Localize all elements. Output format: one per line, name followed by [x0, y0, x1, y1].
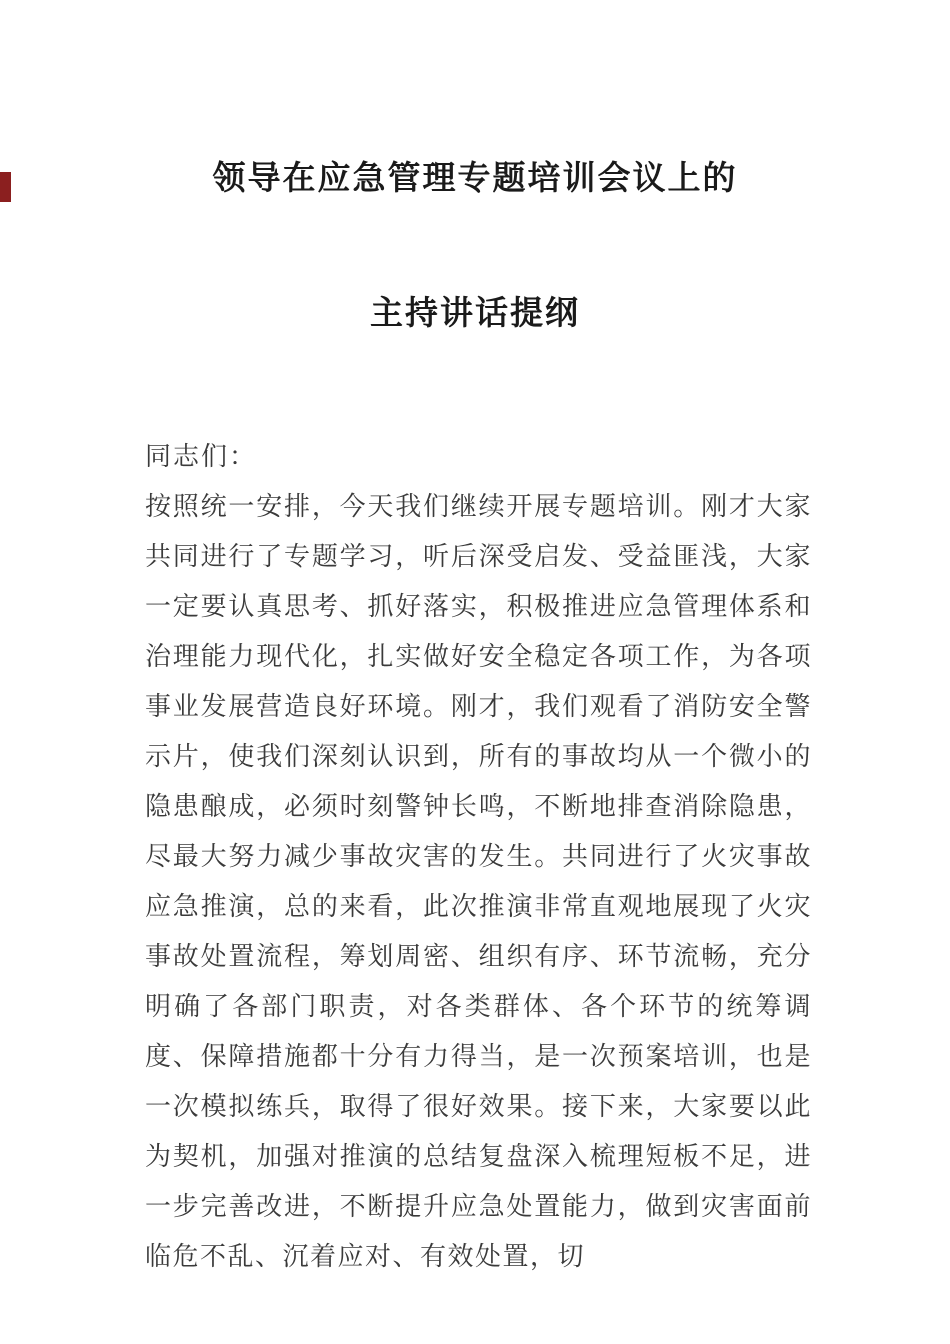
document-title-line1: 领导在应急管理专题培训会议上的 — [212, 161, 738, 197]
body-paragraph: 按照统一安排，今天我们继续开展专题培训。刚才大家共同进行了专题学习，听后深受启发、受益匪浅，大家一定要认真思考、抓好落实，积极推进应急管理体系和治理能力现代化，扎实做好安全稳定各项工作，为各项事业发展营造良好环境。刚才，我们观看了消防安全警示片，使我们深刻认识到，所有的事故均从一个微小的隐患酿成，必须时刻警钟长鸣，不断地排查消除隐患，尽最大努力减少事故灾害的发生。共同进行了火灾事故应急推演，总的来看，此次推演非常直观地展现了火灾事故处置流程，筹划周密、组织有序、环节流畅，充分明确了各部门职责，对各类群体、各个环节的统筹调度、保障措施都十分有力得当，是一次预案培训，也是一次模拟练兵，取得了很好效果。接下来，大家要以此为契机，加强对推演的总结复盘深入梳理短板不足，进一步完善改进，不断提升应急处置能力，做到灾害面前临危不乱、沉着应对、有效处置，切 — [145, 492, 812, 1272]
salutation-line: 同志们： — [145, 442, 258, 472]
document-title-line2: 主持讲话提纲 — [370, 295, 580, 332]
page-edge-red-marker — [0, 172, 11, 202]
document-body — [0, 334, 950, 1282]
